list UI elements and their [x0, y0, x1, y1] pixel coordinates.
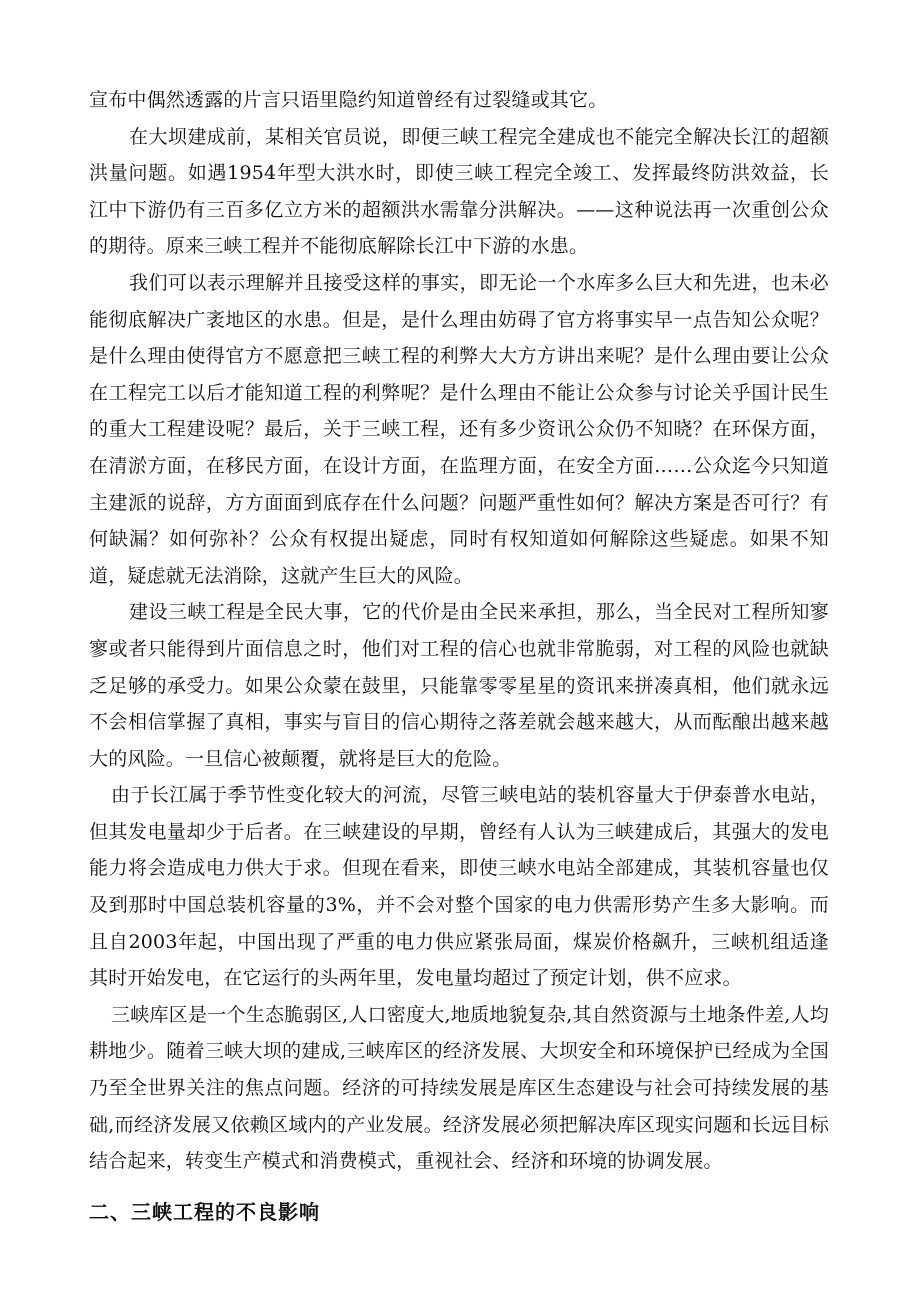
- paragraph-continuation: 宣布中偶然透露的片言只语里隐约知道曾经有过裂缝或其它。: [89, 89, 608, 111]
- paragraph-public-confidence: 建设三峡工程是全民大事，它的代价是由全民来承担，那么，当全民对工程所知寥寥或者只能得到片面信息之时，他们对工程的信心也就非常脆弱，对工程的风险也就缺乏足够的承受力。如果公众蒙在鼓里，只能靠零零星星的资讯来拼凑真相，他们就永远不会相信掌握了真相，事实与盲目的信心期待之落差就会越来越大，从而酝酿出越来越大的风险。一旦信心被颠覆，就将是巨大的危险。: [89, 601, 829, 770]
- paragraph-power-generation: 由于长江属于季节性变化较大的河流，尽管三峡电站的装机容量大于伊泰普水电站，但其发电量却少于后者。在三峡建设的早期，曾经有人认为三峡建成后，其强大的发电能力将会造成电力供大于求。但现在看来，即使三峡水电站全部建成，其装机容量也仅及到那时中国总装机容量的3%，并不会对整个国家的电力供需形势产生多大影响。而且自2003年起，中国出现了严重的电力供应紧张局面，煤炭价格飙升，三峡机组适逢其时开始发电，在它运行的头两年里，发电量均超过了预定计划，供不应求。: [89, 784, 829, 990]
- paragraph-public-right-to-know: 我们可以表示理解并且接受这样的事实，即无论一个水库多么巨大和先进，也未必能彻底解决广袤地区的水患。但是，是什么理由妨碍了官方将事实早一点告知公众呢？是什么理由使得官方不愿意把三峡工程的利弊大大方方讲出来呢？是什么理由要让公众在工程完工以后才能知道工程的利弊呢？是什么理由不能让公众参与讨论关乎国计民生的重大工程建设呢？最后，关于三峡工程，还有多少资讯公众仍不知晓？在环保方面，在清淤方面，在移民方面，在设计方面，在监理方面，在安全方面……公众迄今只知道主建派的说辞，方方面面到底存在什么问题？问题严重性如何？解决方案是否可行？有何缺漏？如何弥补？公众有权提出疑虑，同时有权知道如何解除这些疑虑。如果不知道，疑虑就无法消除，这就产生巨大的风险。: [89, 271, 829, 587]
- document-body: [89, 82, 829, 1230]
- paragraph-flood-capacity: 在大坝建成前，某相关官员说，即便三峡工程完全建成也不能完全解决长江的超额洪量问题。如遇1954年型大洪水时，即使三峡工程完全竣工、发挥最终防洪效益，长江中下游仍有三百多亿立方米的超额洪水需靠分洪解决。——这种说法再一次重创公众的期待。原来三峡工程并不能彻底解除长江中下游的水患。: [89, 125, 829, 258]
- paragraph-reservoir-economy: 三峡库区是一个生态脆弱区,人口密度大,地质地貌复杂,其自然资源与土地条件差,人均耕地少。随着三峡大坝的建成,三峡库区的经济发展、大坝安全和环境保护已经成为全国乃至全世界关注的焦点问题。经济的可持续发展是库区生态建设与社会可持续发展的基础,而经济发展又依赖区域内的产业发展。经济发展必须把解决库区现实问题和长远目标结合起来，转变生产模式和消费模式，重视社会、经济和环境的协调发展。: [89, 1003, 829, 1173]
- section-heading: 二、三峡工程的不良影响: [89, 1199, 320, 1224]
